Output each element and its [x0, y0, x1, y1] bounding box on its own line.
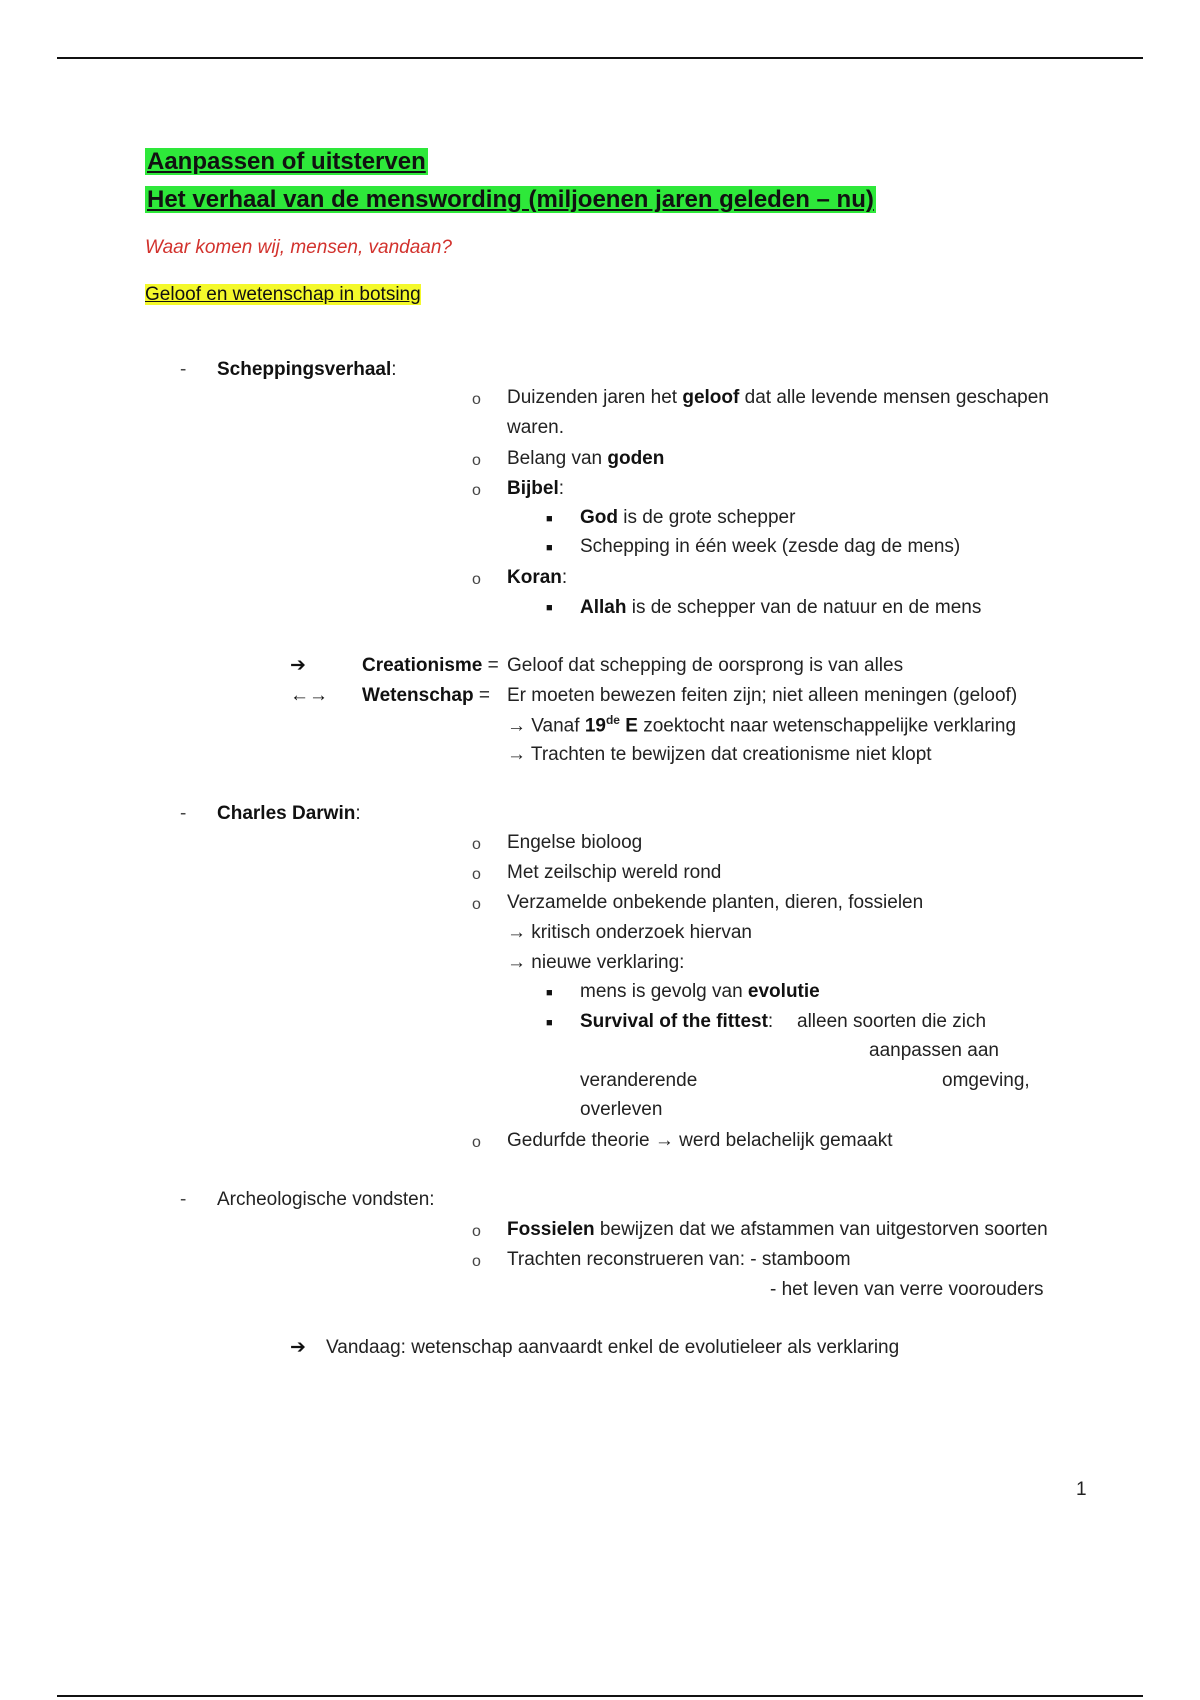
section-scheppingsverhaal-label — [217, 358, 397, 383]
text: : — [767, 1011, 774, 1032]
double-arrow-icon: ←→ — [290, 685, 328, 706]
circle-bullet: o — [472, 1253, 481, 1270]
bold-text: Fossielen — [507, 1219, 595, 1240]
text: werd belachelijk gemaakt — [673, 1130, 893, 1151]
text: bewijzen dat we afstammen van uitgestorven soorten — [594, 1219, 1048, 1240]
bold-text: E — [619, 715, 638, 737]
label-bold: Scheppingsverhaal — [217, 359, 392, 380]
conclusion: Vandaag: wetenschap aanvaardt enkel de evolutieleer als verklaring — [326, 1337, 900, 1358]
list-item — [580, 1010, 773, 1035]
dash-bullet: - — [180, 359, 187, 380]
bold-text: Allah — [580, 597, 627, 618]
list-item: Met zeilschip wereld rond — [507, 862, 722, 883]
text: is de schepper van de natuur en de mens — [626, 597, 982, 618]
top-rule — [57, 57, 1143, 59]
subtitle-text: Geloof en wetenschap in botsing — [145, 284, 421, 305]
list-item — [507, 1129, 893, 1154]
list-item — [580, 596, 981, 621]
list-item: Verzamelde onbekende planten, dieren, fossielen — [507, 892, 924, 913]
small-arrow-icon: → — [507, 952, 526, 973]
wetenschap-text: Er moeten bewezen feiten zijn; niet alleen meningen (geloof) — [507, 685, 1018, 706]
text: kritisch onderzoek hiervan — [526, 922, 752, 943]
text: : — [558, 478, 565, 499]
bold-text: Creationisme — [362, 655, 483, 676]
bold-text: Wetenschap — [362, 685, 474, 706]
circle-bullet: o — [472, 896, 481, 913]
square-bullet: ■ — [546, 987, 553, 999]
text: mens is gevolg van — [580, 981, 748, 1002]
list-item — [507, 477, 564, 502]
bold-text: goden — [607, 448, 665, 469]
square-bullet: ■ — [546, 1017, 553, 1029]
circle-bullet: o — [472, 391, 481, 408]
list-item-text: veranderende — [580, 1070, 698, 1091]
page-number: 1 — [1076, 1479, 1087, 1500]
list-item — [507, 386, 1049, 411]
list-item-text: alleen soorten die zich — [797, 1011, 987, 1032]
square-bullet: ■ — [546, 513, 553, 525]
dash-bullet: - — [180, 1189, 187, 1210]
list-item-continuation: waren. — [507, 417, 565, 438]
trachten-line — [507, 743, 932, 768]
creationisme-text: Geloof dat schepping de oorsprong is van alles — [507, 655, 904, 676]
question: Waar komen wij, mensen, vandaan? — [145, 237, 452, 258]
small-arrow-icon: → — [654, 1130, 674, 1151]
list-item — [507, 566, 567, 591]
list-item-arrow — [507, 951, 684, 976]
bold-text: 19 — [584, 715, 606, 737]
list-item — [507, 447, 664, 472]
title-2-text: Het verhaal van de menswording (miljoenen jaren geleden – nu) — [147, 186, 874, 213]
small-arrow-icon: → — [507, 922, 526, 943]
circle-bullet: o — [472, 836, 481, 853]
label-bold: Charles Darwin — [217, 803, 356, 824]
list-item: Trachten reconstrueren van: - stamboom — [507, 1249, 851, 1270]
label-colon: : — [355, 803, 361, 824]
superscript: de — [605, 713, 620, 727]
text: nieuwe verklaring: — [526, 952, 685, 973]
bold-text: Koran — [507, 567, 562, 588]
circle-bullet: o — [472, 1223, 481, 1240]
label-colon: : — [391, 359, 397, 380]
text: Belang van — [507, 448, 608, 469]
list-item-text: omgeving, — [942, 1070, 1030, 1091]
bold-text: evolutie — [747, 981, 820, 1002]
text: = — [482, 655, 499, 676]
section-darwin-label — [217, 802, 361, 827]
vanaf-line — [507, 713, 1016, 739]
list-item-continuation: - het leven van verre voorouders — [770, 1279, 1044, 1300]
circle-bullet: o — [472, 866, 481, 883]
title-line-1 — [145, 146, 428, 177]
bold-text: Bijbel — [507, 478, 559, 499]
circle-bullet: o — [472, 1134, 481, 1151]
square-bullet: ■ — [546, 602, 553, 614]
text: Trachten te bewijzen dat creationisme niet klopt — [526, 744, 932, 765]
list-item: Schepping in één week (zesde dag de mens) — [580, 536, 961, 557]
small-arrow-icon: → — [507, 744, 526, 765]
creationisme-label — [362, 654, 499, 679]
title-line-2 — [145, 184, 876, 215]
text: Gedurfde theorie — [507, 1130, 655, 1151]
dash-bullet: - — [180, 803, 187, 824]
section-archeologie-label: Archeologische vondsten: — [217, 1189, 435, 1210]
bold-text: Survival of the fittest — [580, 1011, 768, 1032]
list-item — [580, 980, 820, 1005]
circle-bullet: o — [472, 452, 481, 469]
arrow-right-icon: ➔ — [290, 655, 306, 676]
bold-text: geloof — [682, 387, 740, 408]
list-item-arrow — [507, 921, 752, 946]
small-arrow-icon: → — [507, 715, 526, 737]
text: dat alle levende mensen geschapen — [739, 387, 1049, 408]
text: is de grote schepper — [618, 507, 796, 528]
title-1-text: Aanpassen of uitsterven — [147, 148, 426, 175]
list-item-text: overleven — [580, 1099, 663, 1120]
circle-bullet: o — [472, 571, 481, 588]
text: zoektocht naar wetenschappelijke verklaring — [637, 715, 1017, 737]
list-item — [580, 506, 795, 531]
text: : — [561, 567, 568, 588]
wetenschap-label — [362, 684, 490, 709]
list-item: Engelse bioloog — [507, 832, 643, 853]
text: Vanaf — [526, 715, 585, 737]
text: Duizenden jaren het — [507, 387, 683, 408]
square-bullet: ■ — [546, 542, 553, 554]
bottom-rule — [57, 1695, 1143, 1697]
subtitle — [145, 283, 421, 308]
arrow-right-icon: ➔ — [290, 1337, 306, 1358]
circle-bullet: o — [472, 482, 481, 499]
list-item — [507, 1218, 1048, 1243]
bold-text: God — [580, 507, 618, 528]
list-item-text: aanpassen aan — [869, 1040, 999, 1061]
text: = — [473, 685, 490, 706]
